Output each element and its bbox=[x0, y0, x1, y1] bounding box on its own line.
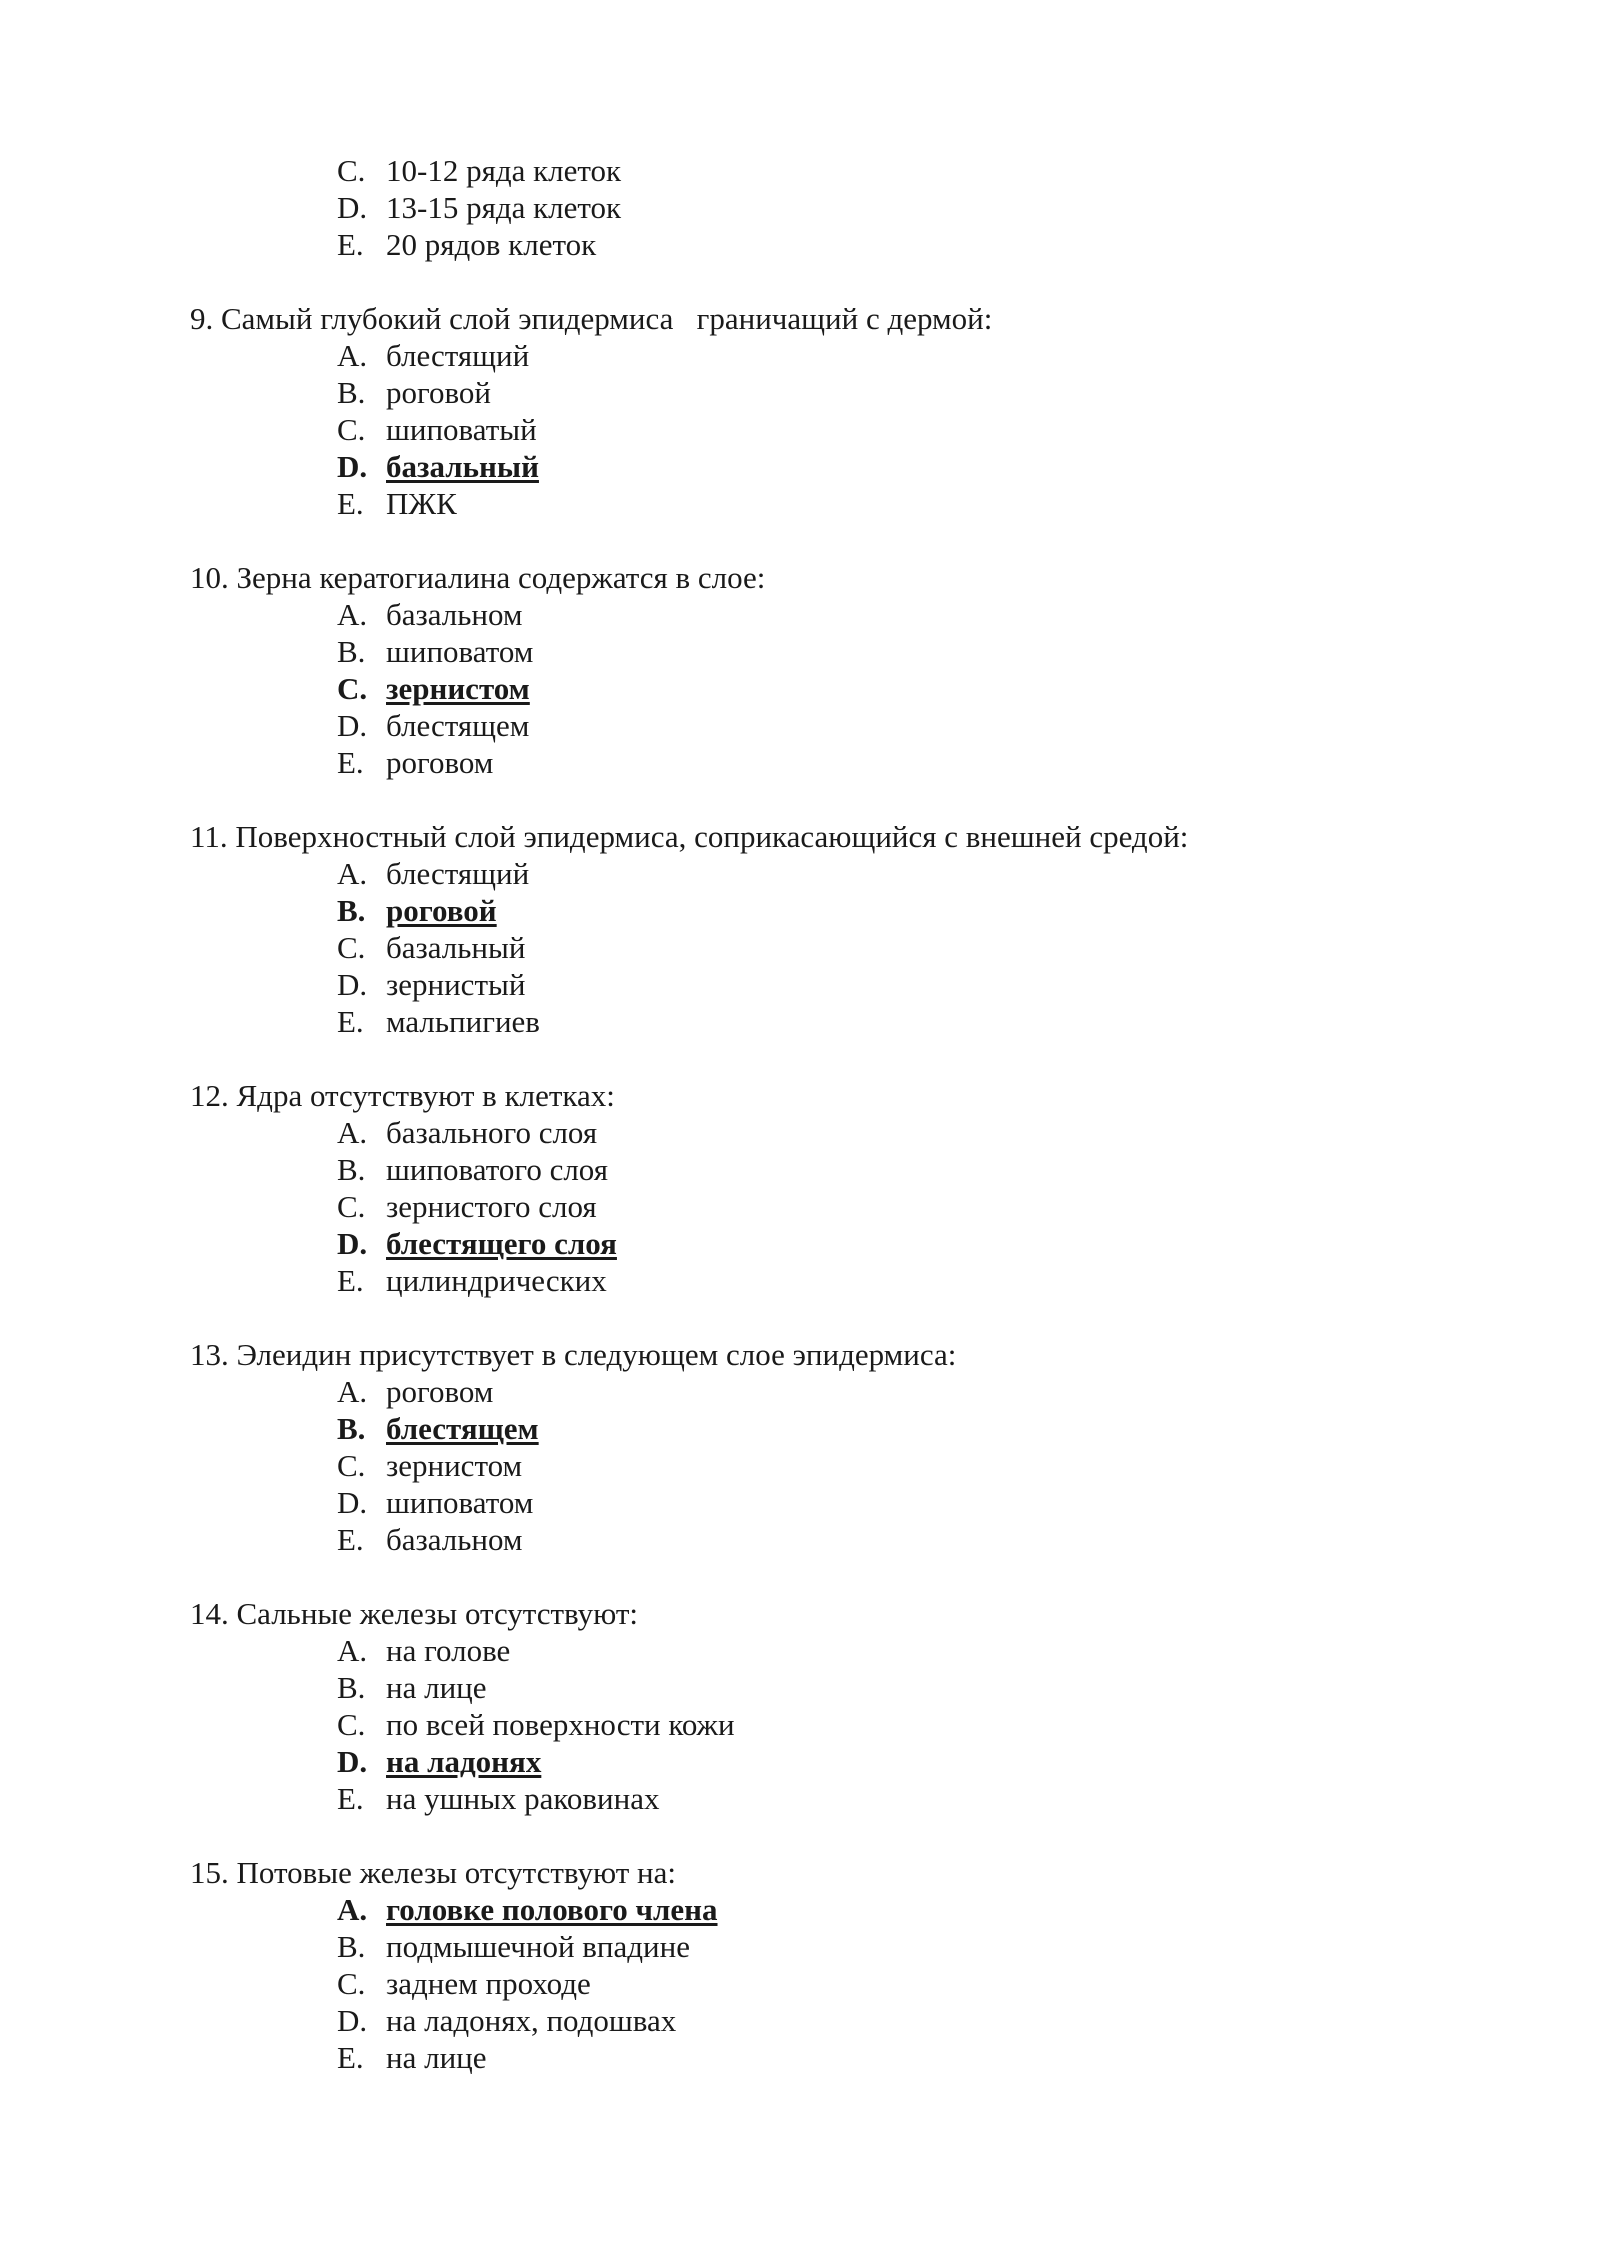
option-letter: D. bbox=[337, 1744, 368, 1779]
option-letter: D. bbox=[337, 2003, 368, 2038]
option-letter: C. bbox=[337, 930, 366, 965]
option-text: на ладонях, подошвах bbox=[386, 2003, 677, 2038]
question-text: 13. Элеидин присутствует в следующем слое эпидермиса: bbox=[190, 1337, 957, 1372]
question-spacer bbox=[190, 522, 1490, 559]
option-text: подмышечной впадине bbox=[386, 1929, 690, 1964]
question-spacer bbox=[190, 1299, 1490, 1336]
answer-option bbox=[190, 485, 1490, 522]
answer-option bbox=[190, 337, 1490, 374]
option-letter: D. bbox=[337, 1226, 368, 1261]
option-letter: A. bbox=[337, 1633, 368, 1668]
answer-option bbox=[190, 1114, 1490, 1151]
option-letter: A. bbox=[337, 1115, 368, 1150]
option-text: роговом bbox=[386, 745, 494, 780]
option-letter: B. bbox=[337, 893, 366, 928]
option-text: зернистого слоя bbox=[386, 1189, 597, 1224]
answer-option-correct bbox=[190, 1225, 1490, 1262]
option-letter: A. bbox=[337, 597, 368, 632]
option-text: базального слоя bbox=[386, 1115, 598, 1150]
answer-option bbox=[190, 226, 1490, 263]
option-letter: C. bbox=[337, 671, 368, 706]
question-text: 11. Поверхностный слой эпидермиса, соприкасающийся с внешней средой: bbox=[190, 819, 1189, 854]
answer-option bbox=[190, 374, 1490, 411]
option-letter: E. bbox=[337, 2040, 364, 2075]
answer-option bbox=[190, 2002, 1490, 2039]
option-letter: D. bbox=[337, 708, 368, 743]
option-letter: D. bbox=[337, 449, 368, 484]
answer-option bbox=[190, 929, 1490, 966]
option-letter: D. bbox=[337, 190, 368, 225]
option-letter: E. bbox=[337, 745, 364, 780]
option-text: блестящем bbox=[386, 708, 530, 743]
option-letter: D. bbox=[337, 967, 368, 1002]
option-text: шиповатом bbox=[386, 1485, 534, 1520]
answer-option bbox=[190, 1706, 1490, 1743]
option-text: мальпигиев bbox=[386, 1004, 540, 1039]
option-text: заднем проходе bbox=[386, 1966, 591, 2001]
question-block bbox=[190, 300, 1490, 522]
answer-option bbox=[190, 1632, 1490, 1669]
option-letter: B. bbox=[337, 1411, 366, 1446]
option-letter: C. bbox=[337, 1707, 366, 1742]
question-text: 12. Ядра отсутствуют в клетках: bbox=[190, 1078, 615, 1113]
question-block bbox=[190, 1595, 1490, 1817]
option-letter: C. bbox=[337, 1448, 366, 1483]
answer-option bbox=[190, 1484, 1490, 1521]
option-text: базальном bbox=[386, 1522, 523, 1557]
option-text: шиповатый bbox=[386, 412, 537, 447]
answer-option bbox=[190, 1373, 1490, 1410]
option-text: 10-12 ряда клеток bbox=[386, 153, 622, 188]
answer-option bbox=[190, 1188, 1490, 1225]
option-text: ПЖК bbox=[386, 486, 457, 521]
option-text: блестящего слоя bbox=[386, 1226, 617, 1261]
answer-option-correct bbox=[190, 670, 1490, 707]
answer-option bbox=[190, 855, 1490, 892]
option-letter: A. bbox=[337, 856, 368, 891]
answer-option bbox=[190, 744, 1490, 781]
option-text: зернистом bbox=[386, 671, 530, 706]
option-text: на голове bbox=[386, 1633, 511, 1668]
option-letter: B. bbox=[337, 1929, 366, 1964]
option-text: зернистом bbox=[386, 1448, 523, 1483]
question-block bbox=[190, 1336, 1490, 1558]
option-text: 20 рядов клеток bbox=[386, 227, 597, 262]
option-text: на ладонях bbox=[386, 1744, 542, 1779]
option-text: блестящем bbox=[386, 1411, 539, 1446]
answer-option bbox=[190, 1669, 1490, 1706]
answer-option bbox=[190, 189, 1490, 226]
option-letter: B. bbox=[337, 1152, 366, 1187]
answer-option bbox=[190, 1780, 1490, 1817]
answer-option-correct bbox=[190, 1743, 1490, 1780]
option-text: зернистый bbox=[386, 967, 526, 1002]
answer-option bbox=[190, 2039, 1490, 2076]
question-spacer bbox=[190, 1558, 1490, 1595]
answer-option bbox=[190, 1262, 1490, 1299]
question-text: 10. Зерна кератогиалина содержатся в слое: bbox=[190, 560, 766, 595]
option-text: базальный bbox=[386, 930, 526, 965]
option-text: блестящий bbox=[386, 338, 530, 373]
option-text: базальном bbox=[386, 597, 523, 632]
option-letter: A. bbox=[337, 1892, 368, 1927]
answer-option bbox=[190, 707, 1490, 744]
option-letter: E. bbox=[337, 227, 364, 262]
document-content bbox=[190, 152, 1490, 2076]
answer-option bbox=[190, 1928, 1490, 1965]
question-spacer bbox=[190, 1817, 1490, 1854]
answer-option bbox=[190, 596, 1490, 633]
option-letter: D. bbox=[337, 1485, 368, 1520]
option-text: по всей поверхности кожи bbox=[386, 1707, 735, 1742]
question-spacer bbox=[190, 1040, 1490, 1077]
option-letter: C. bbox=[337, 153, 366, 188]
answer-option bbox=[190, 1965, 1490, 2002]
option-text: роговой bbox=[386, 375, 491, 410]
question-continuation bbox=[190, 152, 1490, 263]
answer-option-correct bbox=[190, 892, 1490, 929]
answer-option bbox=[190, 411, 1490, 448]
option-letter: A. bbox=[337, 338, 368, 373]
answer-option bbox=[190, 633, 1490, 670]
question-block bbox=[190, 1077, 1490, 1299]
option-letter: E. bbox=[337, 1522, 364, 1557]
answer-option bbox=[190, 1521, 1490, 1558]
option-text: роговом bbox=[386, 1374, 494, 1409]
answer-option bbox=[190, 152, 1490, 189]
question-block bbox=[190, 818, 1490, 1040]
answer-option bbox=[190, 1151, 1490, 1188]
option-text: роговой bbox=[386, 893, 497, 928]
question-block bbox=[190, 559, 1490, 781]
question-spacer bbox=[190, 263, 1490, 300]
option-text: на лице bbox=[386, 2040, 487, 2075]
option-text: шиповатом bbox=[386, 634, 534, 669]
question-spacer bbox=[190, 781, 1490, 818]
option-text: на ушных раковинах bbox=[386, 1781, 660, 1816]
option-text: шиповатого слоя bbox=[386, 1152, 608, 1187]
option-letter: E. bbox=[337, 1263, 364, 1298]
answer-option bbox=[190, 966, 1490, 1003]
option-text: на лице bbox=[386, 1670, 487, 1705]
option-letter: C. bbox=[337, 412, 366, 447]
answer-option bbox=[190, 1447, 1490, 1484]
option-text: базальный bbox=[386, 449, 539, 484]
question-text: 15. Потовые железы отсутствуют на: bbox=[190, 1855, 676, 1890]
answer-option-correct bbox=[190, 1891, 1490, 1928]
option-letter: B. bbox=[337, 1670, 366, 1705]
option-letter: C. bbox=[337, 1966, 366, 2001]
option-letter: E. bbox=[337, 1781, 364, 1816]
option-letter: A. bbox=[337, 1374, 368, 1409]
option-letter: E. bbox=[337, 486, 364, 521]
option-text: цилиндрических bbox=[386, 1263, 607, 1298]
question-text: 14. Сальные железы отсутствуют: bbox=[190, 1596, 639, 1631]
option-letter: C. bbox=[337, 1189, 366, 1224]
answer-option-correct bbox=[190, 448, 1490, 485]
question-block bbox=[190, 1854, 1490, 2076]
answer-option bbox=[190, 1003, 1490, 1040]
option-letter: B. bbox=[337, 375, 366, 410]
question-text: 9. Самый глубокий слой эпидермиса граничащий с дермой: bbox=[190, 301, 993, 336]
answer-option-correct bbox=[190, 1410, 1490, 1447]
option-text: 13-15 ряда клеток bbox=[386, 190, 622, 225]
option-text: блестящий bbox=[386, 856, 530, 891]
option-letter: E. bbox=[337, 1004, 364, 1039]
option-letter: B. bbox=[337, 634, 366, 669]
option-text: головке полового члена bbox=[386, 1892, 718, 1927]
